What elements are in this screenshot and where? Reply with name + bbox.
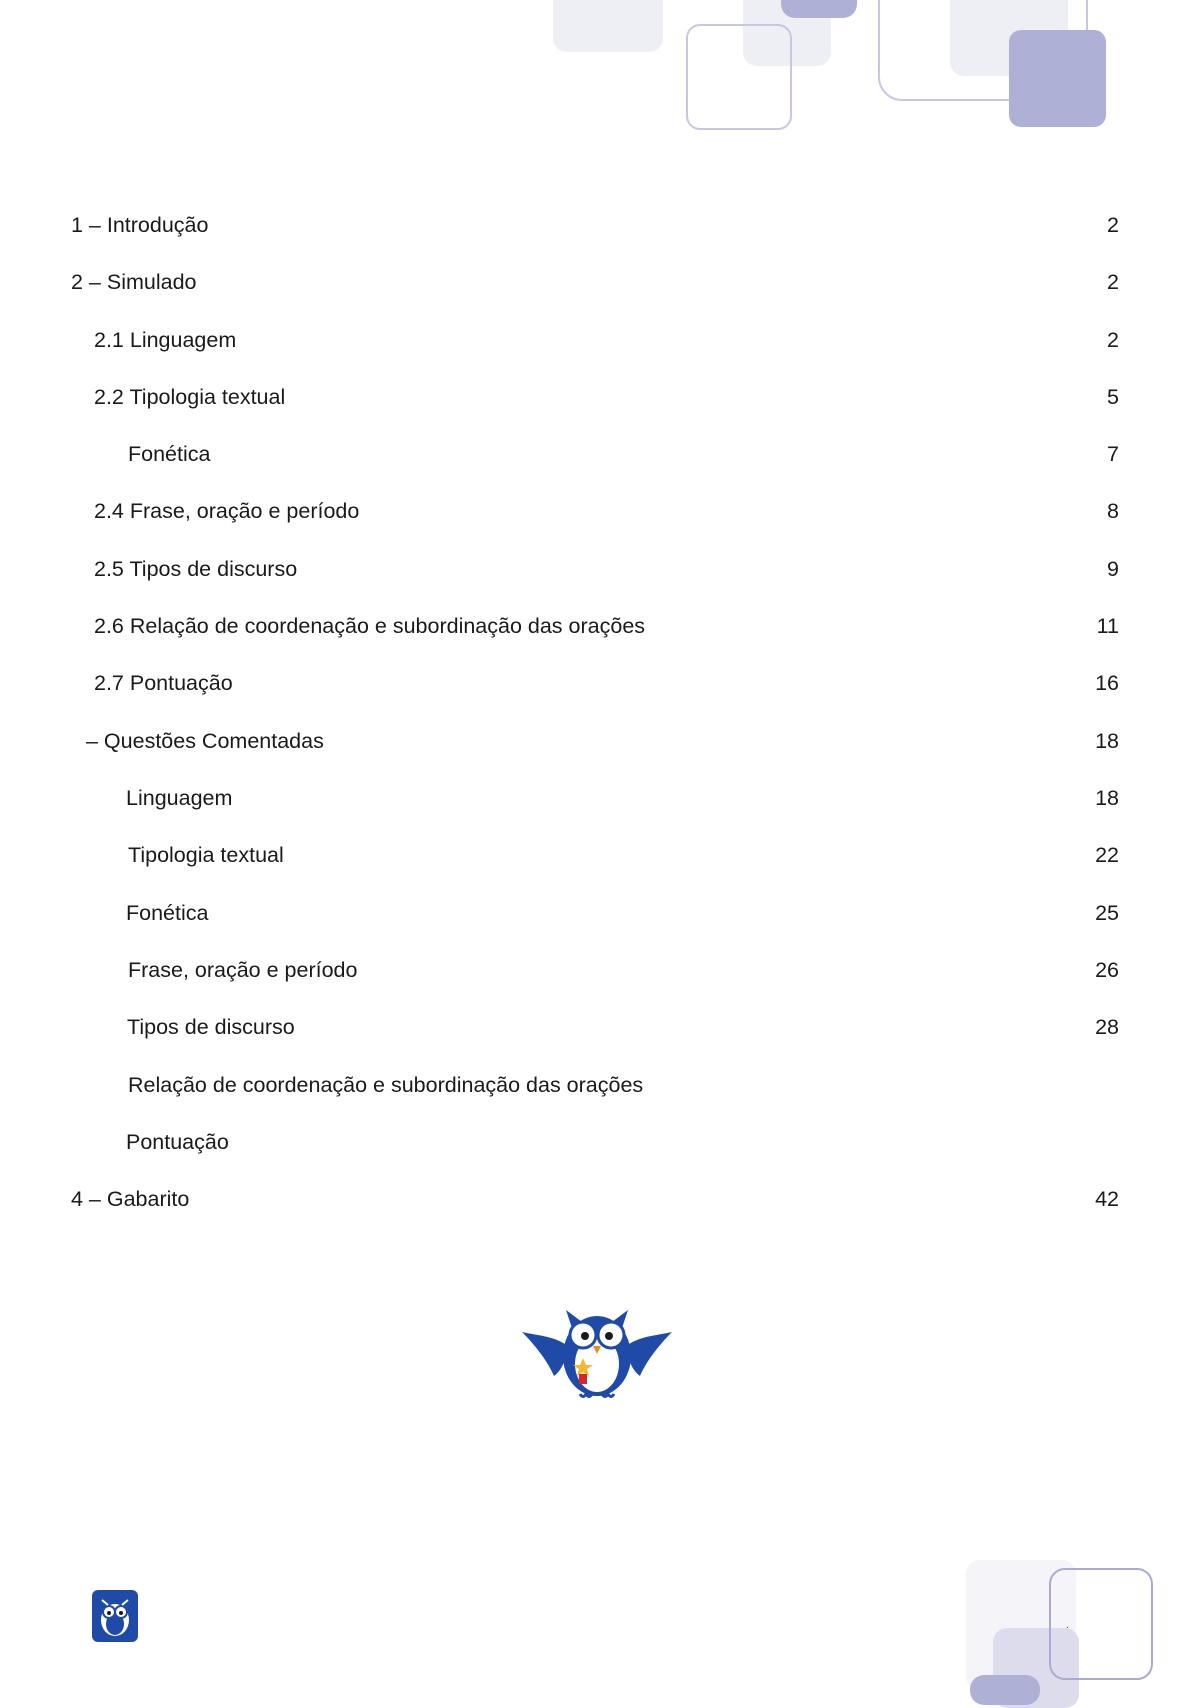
toc-entry-label: 2.2 Tipologia textual xyxy=(94,385,286,409)
toc-entry-page: 25 xyxy=(1095,901,1119,925)
footer-decoration-square xyxy=(970,1675,1040,1705)
toc-entry-label: 2.1 Linguagem xyxy=(94,328,237,352)
toc-entry-page: 16 xyxy=(1095,671,1119,695)
toc-entry-page: 18 xyxy=(1095,729,1119,753)
toc-entry-page: 8 xyxy=(1107,499,1119,523)
toc-entry-label: Fonética xyxy=(126,901,209,925)
toc-entry-page: 5 xyxy=(1107,385,1119,409)
toc-entry-label: 4 – Gabarito xyxy=(71,1187,190,1211)
toc-entry[interactable] xyxy=(0,1127,1190,1157)
toc-entry[interactable] xyxy=(0,898,1190,928)
toc-entry-page: 2 xyxy=(1107,328,1119,352)
header-decoration-outline xyxy=(686,24,792,130)
toc-entry-label: Tipos de discurso xyxy=(127,1015,295,1039)
toc-entry-page: 18 xyxy=(1095,786,1119,810)
toc-entry-label: Pontuação xyxy=(126,1130,229,1154)
toc-entry[interactable] xyxy=(0,382,1190,412)
header-decoration-square xyxy=(1009,30,1106,127)
toc-entry[interactable] xyxy=(0,496,1190,526)
toc-entry[interactable] xyxy=(0,840,1190,870)
owl-mascot-icon xyxy=(520,1302,674,1402)
toc-entry[interactable] xyxy=(0,726,1190,756)
toc-entry-label: 2.5 Tipos de discurso xyxy=(94,557,298,581)
toc-entry[interactable] xyxy=(0,439,1190,469)
footer-decoration-outline xyxy=(1049,1568,1153,1680)
toc-entry-label: Tipologia textual xyxy=(128,843,284,867)
toc-entry-label: 1 – Introdução xyxy=(71,213,209,237)
toc-entry[interactable] xyxy=(0,1184,1190,1214)
toc-entry-label: Fonética xyxy=(128,442,211,466)
toc-entry[interactable] xyxy=(0,1070,1190,1100)
toc-entry-page: 42 xyxy=(1095,1187,1119,1211)
toc-entry-label: Frase, oração e período xyxy=(128,958,358,982)
toc-entry-page: 7 xyxy=(1107,442,1119,466)
toc-entry-label: Linguagem xyxy=(126,786,233,810)
page-marker: . xyxy=(1066,1620,1069,1631)
toc-entry[interactable] xyxy=(0,611,1190,641)
owl-badge-icon xyxy=(92,1590,138,1642)
toc-entry-label: 2.4 Frase, oração e período xyxy=(94,499,360,523)
toc-entry-label: 2 – Simulado xyxy=(71,270,197,294)
toc-entry-label: Relação de coordenação e subordinação das orações xyxy=(128,1073,644,1097)
toc-entry[interactable] xyxy=(0,325,1190,355)
toc-entry[interactable] xyxy=(0,1012,1190,1042)
toc-entry-page: 9 xyxy=(1107,557,1119,581)
toc-entry-page: 2 xyxy=(1107,213,1119,237)
toc-entry-label: 2.6 Relação de coordenação e subordinação das orações xyxy=(94,614,646,638)
toc-entry[interactable] xyxy=(0,267,1190,297)
toc-entry-page: 2 xyxy=(1107,270,1119,294)
toc-entry[interactable] xyxy=(0,210,1190,240)
toc-entry-page: 26 xyxy=(1095,958,1119,982)
toc-entry[interactable] xyxy=(0,783,1190,813)
toc-entry-page: 28 xyxy=(1095,1015,1119,1039)
header-decoration-square xyxy=(553,0,663,52)
toc-entry[interactable] xyxy=(0,955,1190,985)
toc-entry-page: 11 xyxy=(1096,614,1119,638)
toc-entry-page: 22 xyxy=(1095,843,1119,867)
toc-entry-label: – Questões Comentadas xyxy=(86,729,324,753)
header-decoration-square xyxy=(781,0,857,18)
toc-entry-label: 2.7 Pontuação xyxy=(94,671,233,695)
toc-entry[interactable] xyxy=(0,554,1190,584)
toc-entry[interactable] xyxy=(0,668,1190,698)
